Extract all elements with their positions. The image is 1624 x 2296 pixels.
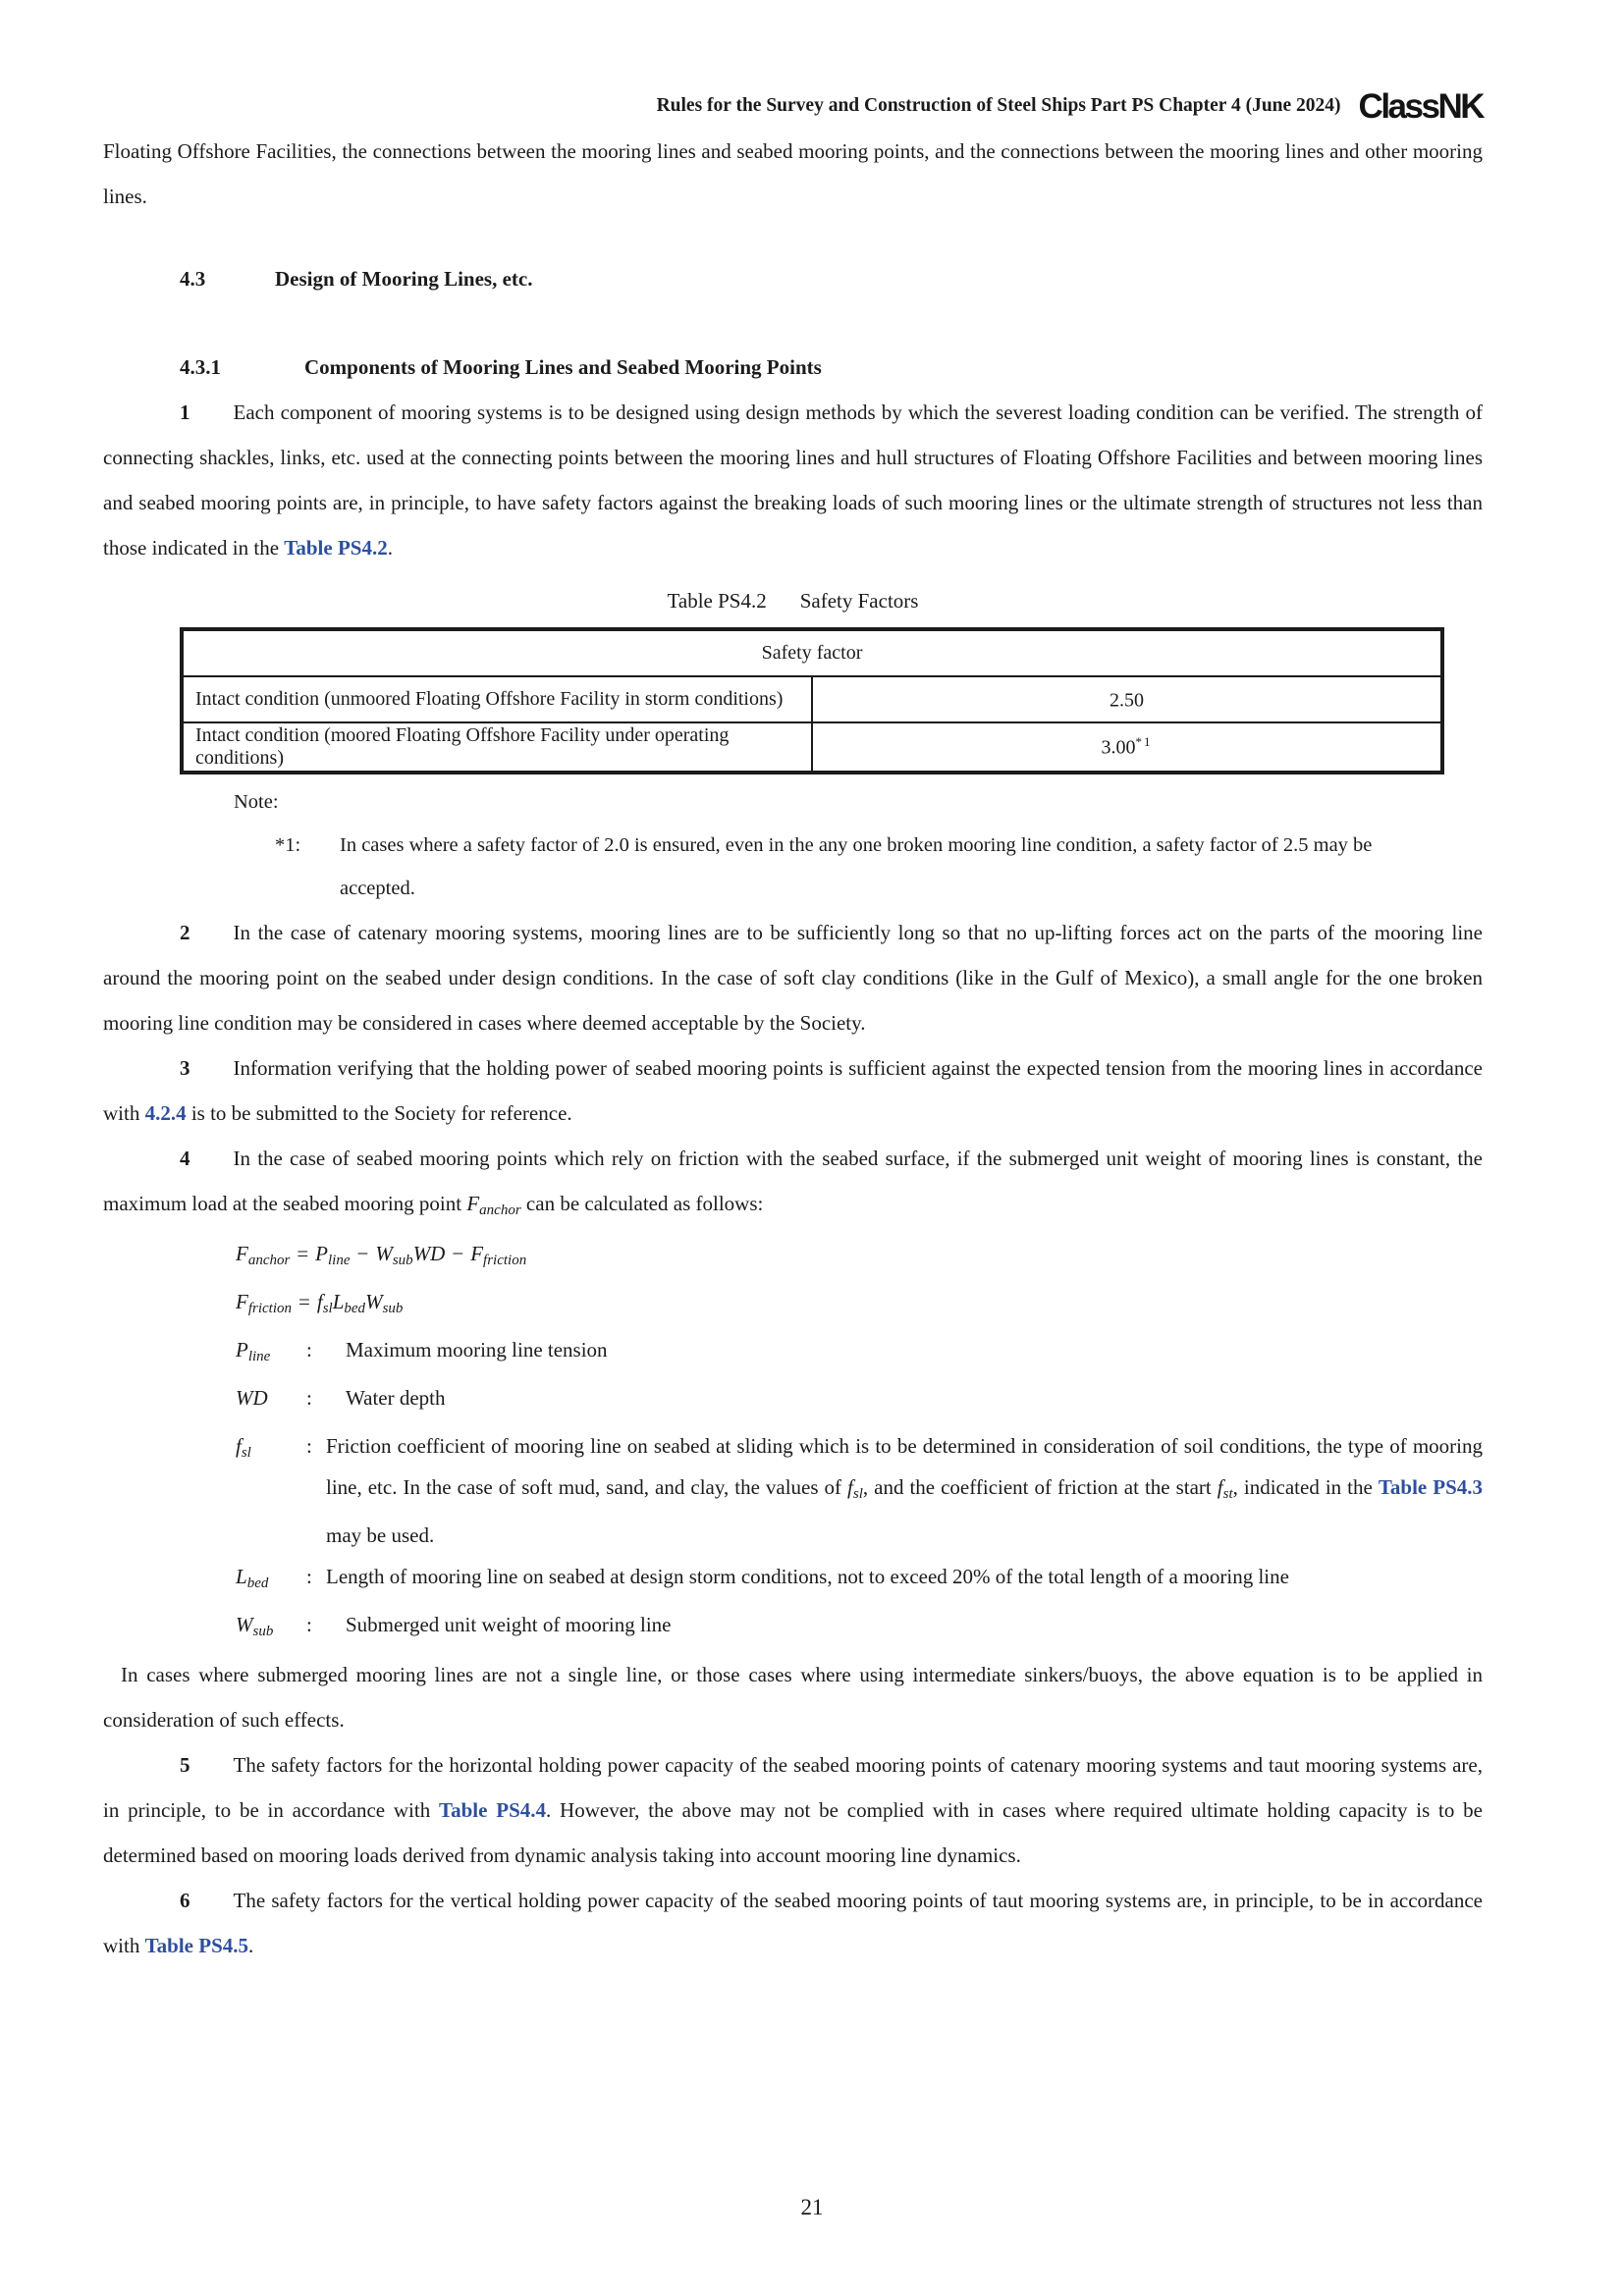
math-subscript: friction: [483, 1253, 527, 1268]
math-operator: =: [297, 1242, 309, 1265]
math-var: F: [470, 1242, 484, 1265]
math-subscript: bed: [344, 1301, 366, 1316]
table-header-row: [182, 629, 1442, 676]
math-subscript: sl: [852, 1486, 863, 1502]
section-number: 4.3: [180, 267, 206, 291]
paragraph-text: .: [387, 536, 393, 560]
intro-paragraph: Floating Offshore Facilities, the connections between the mooring lines and seabed mooring points, and the connections between the mooring lines and other mooring lines.: [103, 139, 1483, 208]
table-row: [182, 722, 1442, 773]
note-item-text: In cases where a safety factor of 2.0 is ensured, even in the any one broken mooring line condition, a safety factor of 2.5 may be accepted.: [340, 834, 1373, 899]
xref-table-ps4-5[interactable]: Table PS4.5: [144, 1934, 249, 1957]
note-item: [275, 824, 1483, 910]
math-var: L: [332, 1290, 345, 1313]
definition-w-sub: [236, 1604, 1483, 1652]
table-note: [234, 780, 1483, 910]
definition-text: [326, 1425, 1483, 1556]
definition-text: Length of mooring line on seabed at design storm conditions, not to exceed 20% of the total length of a mooring line: [326, 1565, 1289, 1588]
math-var: WD: [412, 1242, 446, 1265]
math-subscript: bed: [246, 1575, 269, 1591]
paragraph-text: Information verifying that the holding power of seabed mooring points is sufficient against the expected tension from the mooring lines in accordance with: [103, 1056, 1483, 1125]
math-subscript: sl: [241, 1445, 251, 1461]
page-number: 21: [800, 2195, 824, 2219]
definition-text: Water depth: [346, 1386, 446, 1410]
classnk-logo: ClassNK: [1358, 86, 1483, 126]
definition-p-line: [236, 1329, 1483, 1377]
math-subscript: anchor: [247, 1253, 291, 1268]
math-var: P: [315, 1242, 328, 1265]
safety-factors-table: [180, 627, 1444, 774]
table-row: [182, 676, 1442, 722]
math-var: f: [236, 1434, 242, 1458]
definition-colon: :: [306, 1565, 312, 1588]
definition-text-part: Friction coefficient of mooring line on seabed at sliding which is to be determined in consideration of soil conditions, the type of mooring line, etc. In the case of soft mud, sand, and clay, the values of: [326, 1434, 1483, 1499]
definition-f-sl: [236, 1425, 1483, 1556]
math-subscript: line: [328, 1253, 351, 1268]
table-header-cell: Safety factor: [182, 629, 1442, 676]
subsection-title: Components of Mooring Lines and Seabed Mooring Points: [304, 355, 822, 379]
definition-colon: :: [306, 1613, 312, 1636]
definition-wd: [236, 1377, 1483, 1425]
math-var: W: [236, 1613, 253, 1636]
paragraph-4: [103, 1136, 1483, 1233]
paragraph-number: 2: [180, 921, 190, 944]
math-var: P: [236, 1338, 248, 1362]
math-var: WD: [236, 1386, 268, 1410]
math-subscript: anchor: [479, 1202, 521, 1218]
xref-table-ps4-2[interactable]: Table PS4.2: [284, 536, 388, 560]
math-var: W: [375, 1242, 393, 1265]
definition-term: [236, 1377, 306, 1425]
math-operator: −: [356, 1242, 369, 1265]
paragraph-2: [103, 910, 1483, 1045]
paragraph-text: can be calculated as follows:: [520, 1192, 764, 1215]
definition-term: [236, 1329, 306, 1377]
xref-table-ps4-3[interactable]: Table PS4.3: [1378, 1475, 1483, 1499]
xref-table-ps4-4[interactable]: Table PS4.4: [439, 1798, 546, 1822]
paragraph-text: Each component of mooring systems is to be designed using design methods by which the severest loading condition can be verified. The strength of connecting shackles, links, etc. used at the connecting points between the mooring lines and hull structures of Floating Offshore Facilities and between mooring lines and seabed mooring points are, in principle, to have safety factors against the breaking loads of such mooring lines or the ultimate strength of structures not less than those indicated in the: [103, 400, 1483, 560]
math-subscript: sub: [382, 1301, 404, 1316]
paragraph-5: [103, 1742, 1483, 1878]
definition-text-part: , indicated in the: [1232, 1475, 1379, 1499]
math-subscript: sub: [392, 1253, 413, 1268]
paragraph-number: 6: [180, 1889, 190, 1912]
math-subscript: sub: [252, 1624, 274, 1639]
safety-factor-value: 3.00: [1101, 736, 1136, 759]
math-subscript: st: [1222, 1486, 1233, 1502]
math-var: f: [1217, 1475, 1223, 1499]
paragraph-number: 5: [180, 1753, 190, 1777]
section-title: Design of Mooring Lines, etc.: [275, 267, 533, 291]
math-operator: −: [452, 1242, 464, 1265]
definition-text-part: may be used.: [326, 1523, 435, 1547]
definition-term: [236, 1556, 306, 1604]
paragraph-1: [103, 390, 1483, 570]
math-subscript: line: [247, 1349, 271, 1364]
math-subscript: friction: [247, 1301, 292, 1316]
paragraph-text: . However, the above may not be complied with in cases where required ultimate holding capacity is to be determined based on mooring loads derived from dynamic analysis taking into account mooring line dynamics.: [103, 1798, 1484, 1867]
condition-cell: Intact condition (unmoored Floating Offshore Facility in storm conditions): [182, 676, 812, 722]
definition-l-bed: [236, 1556, 1483, 1604]
paragraph-number: 3: [180, 1056, 190, 1080]
note-label: Note:: [234, 791, 279, 813]
paragraph-3: [103, 1045, 1483, 1136]
paragraph-text: The safety factors for the horizontal holding power capacity of the seabed mooring points of catenary mooring systems and taut mooring systems are, in principle, to be in accordance with: [103, 1753, 1483, 1822]
paragraph-unnumbered: In cases where submerged mooring lines are not a single line, or those cases where using intermediate sinkers/buoys, the above equation is to be applied in consideration of such effects.: [103, 1663, 1483, 1732]
math-f-anchor: F: [466, 1192, 480, 1215]
table-ps4-2-title: [103, 578, 1483, 623]
running-header: [103, 83, 1483, 129]
math-var: L: [236, 1565, 247, 1588]
formula-f-friction: [236, 1281, 1483, 1329]
math-subscript: sl: [322, 1301, 333, 1316]
math-var: F: [236, 1290, 248, 1313]
section-4-3-heading: [103, 256, 1483, 301]
math-var: f: [847, 1475, 853, 1499]
value-cell: [812, 676, 1442, 722]
subsection-number: 4.3.1: [180, 355, 221, 379]
definition-text: Maximum mooring line tension: [346, 1338, 608, 1362]
paragraph-text: The safety factors for the vertical holding power capacity of the seabed mooring points of taut mooring systems are, in principle, to be in accordance with: [103, 1889, 1483, 1957]
paragraph-6: [103, 1878, 1483, 1968]
header-title: Rules for the Survey and Construction of Steel Ships Part PS Chapter 4 (June 2024): [656, 95, 1341, 116]
definition-colon: :: [306, 1338, 312, 1362]
definition-term: [236, 1425, 306, 1556]
definition-colon: :: [306, 1434, 312, 1458]
definition-term: [236, 1604, 306, 1652]
section-4-3-1-heading: [103, 345, 1483, 390]
condition-cell: Intact condition (moored Floating Offshore Facility under operating conditions): [182, 722, 812, 773]
paragraph-number: 1: [180, 400, 190, 424]
value-cell: [812, 722, 1442, 773]
paragraph-text: is to be submitted to the Society for reference.: [186, 1101, 572, 1125]
paragraph-number: 4: [180, 1147, 190, 1170]
paragraph-text: .: [248, 1934, 254, 1957]
math-var: W: [365, 1290, 383, 1313]
paragraph-text: In the case of catenary mooring systems, mooring lines are to be sufficiently long so that no up-lifting forces act on the parts of the mooring line around the mooring point on the seabed under design conditions. In the case of soft clay conditions (like in the Gulf of Mexico), a small angle for the one broken mooring line condition may be considered in cases where deemed acceptable by the Society.: [103, 921, 1483, 1035]
definition-colon: :: [306, 1386, 312, 1410]
safety-factor-value: 2.50: [1110, 689, 1144, 712]
formula-f-anchor: [236, 1233, 1483, 1281]
footnote-marker: *1: [1135, 734, 1153, 750]
math-var: F: [236, 1242, 248, 1265]
paragraph-text: In the case of seabed mooring points which rely on friction with the seabed surface, if the submerged unit weight of mooring lines is constant, the maximum load at the seabed mooring point: [103, 1147, 1483, 1215]
xref-4-2-4[interactable]: 4.2.4: [144, 1101, 187, 1125]
table-caption: Safety Factors: [799, 589, 919, 613]
definition-text: Submerged unit weight of mooring line: [346, 1613, 672, 1636]
definition-text-part: , and the coefficient of friction at the start: [862, 1475, 1218, 1499]
math-var: f: [316, 1290, 323, 1313]
table-label: Table PS4.2: [667, 589, 767, 613]
note-item-marker: *1:: [275, 834, 301, 856]
math-operator: =: [298, 1290, 310, 1313]
